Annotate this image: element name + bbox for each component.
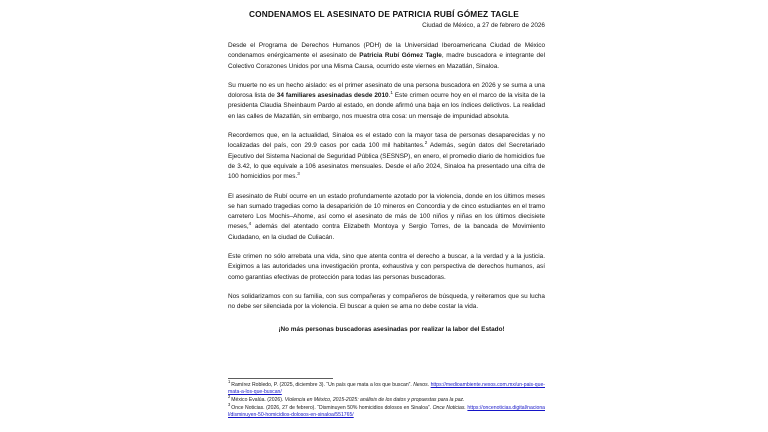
footnote-3-author: Once Noticias. (2026, 27 de febrero). xyxy=(231,404,318,411)
footnote-ref-3[interactable]: 3 xyxy=(297,171,300,177)
footnote-3-number: 3 xyxy=(228,401,231,407)
paragraph-5-text: Este crimen no sólo arrebata una vida, sino que atenta contra el derecho a buscar, a la verdad y a la justicia. Exigimos a las autoridades una investigación pronta, exhaustiva y con perspectiva de derechos humanos, así como garantías efectivas de protección para todas las personas buscadoras. xyxy=(228,253,545,281)
footnote-3-source: Once Noticias. xyxy=(432,404,466,411)
footnote-2 xyxy=(228,394,545,404)
paragraph-3 xyxy=(228,131,545,182)
footnote-1-url[interactable]: https://medioambiente.nexos.com.mx/un-pais-que-mata-a-los-que-buscan/ xyxy=(228,382,545,396)
footnote-3-url[interactable]: https://oncenoticias.digital/nacional/disminuyen-50-homicidios-dolosos-en-sinaloa/551765/ xyxy=(228,404,545,418)
closing-statement: ¡No más personas buscadoras asesinadas por realizar la labor del Estado! xyxy=(278,325,505,333)
paragraph-3-text: Recordemos que, en la actualidad, Sinaloa es el estado con la mayor tasa de personas desaparecidas y no localizadas del país, con 29.9 casos por cada 100 mil habitantes.$^2$ Además, según datos del Secretariado Ejecutivo del Sistema Nacional de Seguridad Pública (SESNSP), en enero, el promedio diario de homicidios fue de 3.42, lo que equivale a 106 asesinatos mensuales. Desde el año 2024, Sinaloa ha presentado una cifra de 100 homicidios por mes.$^3$ xyxy=(228,132,545,181)
footnote-3-title: “Disminuyen 50% homicidios dolosos en Sinaloa”. xyxy=(317,404,433,411)
footnote-2-title: Violencia en México, 2015-2025: análisis de los datos y propuestas para la paz. xyxy=(284,396,465,403)
paragraph-2 xyxy=(228,81,545,122)
paragraph-2-text: Su muerte no es un hecho aislado: es el primer asesinato de una persona buscadora en 2026 y se suma a una dolorosa lista de 34 familiares asesinadas desde 2010.$^1$ Este crimen ocurre hoy en el marco de la visita de la presidenta Claudia Sheinbaum Pardo al estado, en donde afirmó una baja en los índices delictivos. La realidad en las calles de Mazatlán, sin embargo, nos muestra otra cosa: un mensaje de impunidad absoluta. xyxy=(228,81,546,120)
footnote-ref-1[interactable]: 1 xyxy=(390,90,393,96)
footnote-1-source: Nexos. xyxy=(413,382,430,388)
footnotes-section xyxy=(228,378,545,420)
footnote-3 xyxy=(228,401,545,419)
page-title: CONDENAMOS EL ASESINATO DE PATRICIA RUBÍ GÓMEZ TAGLE xyxy=(249,9,519,19)
footnote-1-title: “Un país que mata a los que buscan”. xyxy=(326,382,414,388)
footnote-1-author: Ramírez Robledo, P. (2025, diciembre 3). xyxy=(231,382,327,388)
document-body xyxy=(228,0,545,335)
paragraph-4 xyxy=(228,192,545,243)
footnote-1 xyxy=(228,379,545,396)
paragraph-4-text: El asesinato de Rubí ocurre en un estado profundamente azotado por la violencia, donde en los últimos meses se han sumado tragedias como la desaparición de 10 mineros en Concordia y de cinco estudiantes en el tramo carretero Los Mochis–Ahome, así como el asesinato de más de 100 niños y niñas en los últimos diecisiete meses,$^4$ además del atentado contra Elizabeth Montoya y Sergio Torres, de la bancada de Movimiento Ciudadano, en la ciudad de Culiacán. xyxy=(228,192,545,241)
footnote-separator xyxy=(228,378,333,379)
footnote-2-number: 2 xyxy=(228,394,231,400)
footnote-1-number: 1 xyxy=(228,379,231,385)
dateline: Ciudad de México, a 27 de febrero de 2026 xyxy=(422,22,545,29)
paragraph-1-text: Desde el Programa de Derechos Humanos (PDH) de la Universidad Iberoamericana Ciudad de México condenamos enérgicamente el asesinato de Patricia Rubí Gómez Tagle, madre buscadora e integrante del Colectivo Corazones Unidos por una Misma Causa, ocurrido este viernes en Mazatlán, Sinaloa. xyxy=(228,42,546,70)
paragraph-6 xyxy=(228,292,545,313)
paragraph-6-text: Nos solidarizamos con su familia, con sus compañeras y compañeros de búsqueda, y reiteramos que su lucha no debe ser silenciada por la violencia. El buscar a quien se ama no debe costar la vida. xyxy=(228,292,545,311)
paragraph-5 xyxy=(228,252,545,283)
footnote-ref-4[interactable]: 4 xyxy=(248,221,252,227)
paragraph-1 xyxy=(228,41,545,72)
footnote-ref-2[interactable]: 2 xyxy=(424,140,428,146)
footnote-2-author: México Evalúa. (2026). xyxy=(231,396,285,403)
